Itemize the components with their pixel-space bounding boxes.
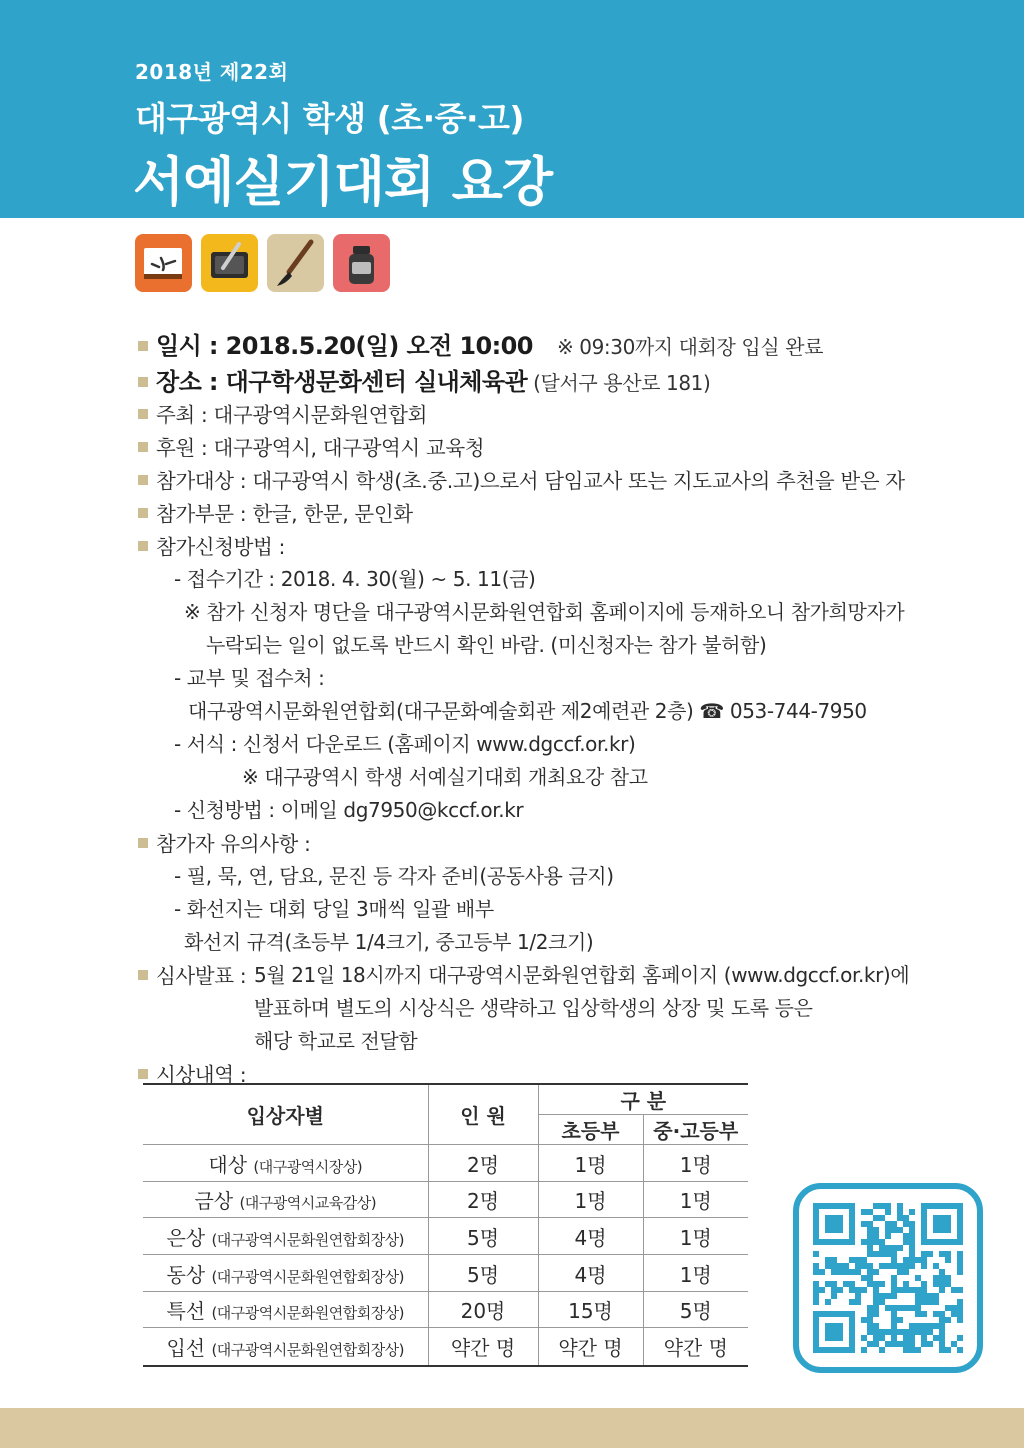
apply-heading: 참가신청방법 : <box>156 535 286 559</box>
bullet-icon <box>138 508 148 518</box>
bullet-icon <box>138 409 148 419</box>
apply-note-2: 누락되는 일이 없도록 반드시 확인 바람. (미신청자는 참가 불허함) <box>206 633 767 657</box>
elementary-cell: 1명 <box>538 1145 643 1182</box>
sponsor-text: 후원 : 대구광역시, 대구광역시 교육청 <box>156 436 485 460</box>
date-note: ※ 09:30까지 대회장 입실 완료 <box>556 335 824 359</box>
award-name-cell <box>143 1218 428 1255</box>
count-cell: 약간 명 <box>428 1328 538 1366</box>
qr-code-image <box>799 1189 977 1367</box>
elementary-cell: 약간 명 <box>538 1328 643 1366</box>
caution-3: 화선지 규격(초등부 1/4크기, 중고등부 1/2크기) <box>184 930 594 954</box>
apply-note-1: ※ 참가 신청자 명단을 대구광역시문화원연합회 홈페이지에 등재하오니 참가희망자가 <box>184 600 905 624</box>
table-row <box>143 1182 748 1218</box>
middle-high-cell: 약간 명 <box>643 1328 748 1366</box>
page-title: 서예실기대회 요강 <box>133 152 553 213</box>
middle-high-cell: 5명 <box>643 1292 748 1328</box>
announce-3: 해당 학교로 전달함 <box>254 1029 418 1053</box>
award-by: (대구광역시문화원연합회장상) <box>211 1304 405 1322</box>
header-group: 구 분 <box>538 1084 748 1115</box>
bullet-icon <box>138 541 148 551</box>
award-by: (대구광역시장상) <box>253 1157 363 1176</box>
icon-row <box>135 234 390 292</box>
ink-bottle-icon <box>333 234 390 292</box>
bullet-icon <box>138 442 148 452</box>
award-name: 입선 <box>166 1335 206 1360</box>
form-note: ※ 대구광역시 학생 서예실기대회 개최요강 참고 <box>242 765 648 789</box>
bullet-icon <box>138 377 148 387</box>
office-heading: - 교부 및 접수처 : <box>174 666 325 690</box>
header-count: 인 원 <box>428 1084 538 1145</box>
place-label: 장소 : 대구학생문화센터 실내체육관 <box>156 368 528 396</box>
award-name-cell <box>143 1328 428 1366</box>
announce-label: 심사발표 : <box>156 964 247 988</box>
award-name-cell <box>143 1145 428 1182</box>
count-cell: 5명 <box>428 1255 538 1292</box>
bullet-icon <box>138 1069 148 1079</box>
bullet-icon <box>138 341 148 351</box>
middle-high-cell: 1명 <box>643 1255 748 1292</box>
award-name: 은상 <box>166 1225 206 1250</box>
office-detail: 대구광역시문화원연합회(대구문화예술회관 제2예련관 2층) ☎ 053-744-7950 <box>188 699 867 723</box>
header-banner <box>0 0 1024 218</box>
caution-heading-item <box>138 827 311 857</box>
middle-high-cell: 1명 <box>643 1182 748 1218</box>
award-by: (대구광역시문화원연합회장상) <box>211 1230 405 1249</box>
award-name: 금상 <box>194 1189 234 1213</box>
awards-heading: 시상내역 : <box>156 1063 247 1087</box>
caution-heading: 참가자 유의사항 : <box>156 832 311 856</box>
ink-stone-icon <box>201 234 258 292</box>
elementary-cell: 15명 <box>538 1292 643 1328</box>
award-by: (대구광역시문화원연합회장상) <box>211 1340 405 1359</box>
awards-table <box>143 1083 748 1367</box>
award-name-cell <box>143 1182 428 1218</box>
place-item <box>138 362 710 397</box>
footer-bar <box>0 1408 1024 1448</box>
sponsor-item <box>138 431 484 461</box>
apply-period: - 접수기간 : 2018. 4. 30(월) ~ 5. 11(금) <box>174 567 536 591</box>
announce-1: 5월 21일 18시까지 대구광역시문화원연합회 홈페이지 (www.dgccf.or.kr)에 <box>254 963 910 987</box>
count-cell: 2명 <box>428 1182 538 1218</box>
table-row <box>143 1145 748 1182</box>
middle-high-cell: 1명 <box>643 1145 748 1182</box>
award-name-cell <box>143 1292 428 1328</box>
date-label: 일시 : 2018.5.20(일) 오전 10:00 <box>156 332 533 360</box>
header-elementary: 초등부 <box>538 1115 643 1145</box>
bullet-icon <box>138 970 148 980</box>
caution-2: - 화선지는 대회 당일 3매씩 일괄 배부 <box>174 897 494 921</box>
eligibility-text: 참가대상 : 대구광역시 학생(초.중.고)으로서 담임교사 또는 지도교사의 추천을 받은 자 <box>156 469 905 493</box>
elementary-cell: 4명 <box>538 1218 643 1255</box>
divisions-text: 참가부문 : 한글, 한문, 문인화 <box>156 502 413 526</box>
middle-high-cell: 1명 <box>643 1218 748 1255</box>
award-name: 특선 <box>166 1299 206 1323</box>
subtitle: 대구광역시 학생 (초·중·고) <box>135 99 524 138</box>
award-name: 동상 <box>166 1262 206 1287</box>
count-cell: 20명 <box>428 1292 538 1328</box>
announce-2: 발표하며 별도의 시상식은 생략하고 입상학생의 상장 및 도록 등은 <box>254 996 813 1020</box>
header-category: 입상자별 <box>143 1084 428 1145</box>
announce-item <box>138 959 246 989</box>
form-text: - 서식 : 신청서 다운로드 (홈페이지 www.dgccf.or.kr) <box>174 732 636 756</box>
award-name-cell <box>143 1255 428 1292</box>
table-row <box>143 1218 748 1255</box>
host-text: 주최 : 대구광역시문화원연합회 <box>156 403 427 427</box>
award-name: 대상 <box>208 1152 248 1177</box>
count-cell: 2명 <box>428 1145 538 1182</box>
edition-label: 2018년 제22회 <box>135 60 289 84</box>
brush-icon <box>267 234 324 292</box>
apply-heading-item <box>138 530 285 560</box>
award-by: (대구광역시교육감상) <box>239 1194 377 1212</box>
host-item <box>138 398 427 428</box>
place-note: (달서구 용산로 181) <box>533 371 711 395</box>
bullet-icon <box>138 475 148 485</box>
eligibility-item <box>138 464 905 494</box>
qr-code[interactable] <box>793 1183 983 1373</box>
table-row <box>143 1328 748 1366</box>
table-row <box>143 1292 748 1328</box>
date-item <box>138 326 823 361</box>
divisions-item <box>138 497 413 527</box>
caution-1: - 필, 묵, 연, 담요, 문진 등 각자 준비(공동사용 금지) <box>174 864 614 888</box>
notebook-calligraphy-icon <box>135 234 192 292</box>
count-cell: 5명 <box>428 1218 538 1255</box>
header-middle-high: 중·고등부 <box>643 1115 748 1145</box>
method-text: - 신청방법 : 이메일 dg7950@kccf.or.kr <box>174 798 524 822</box>
elementary-cell: 4명 <box>538 1255 643 1292</box>
elementary-cell: 1명 <box>538 1182 643 1218</box>
table-row <box>143 1255 748 1292</box>
award-by: (대구광역시문화원연합회장상) <box>211 1267 405 1286</box>
bullet-icon <box>138 838 148 848</box>
